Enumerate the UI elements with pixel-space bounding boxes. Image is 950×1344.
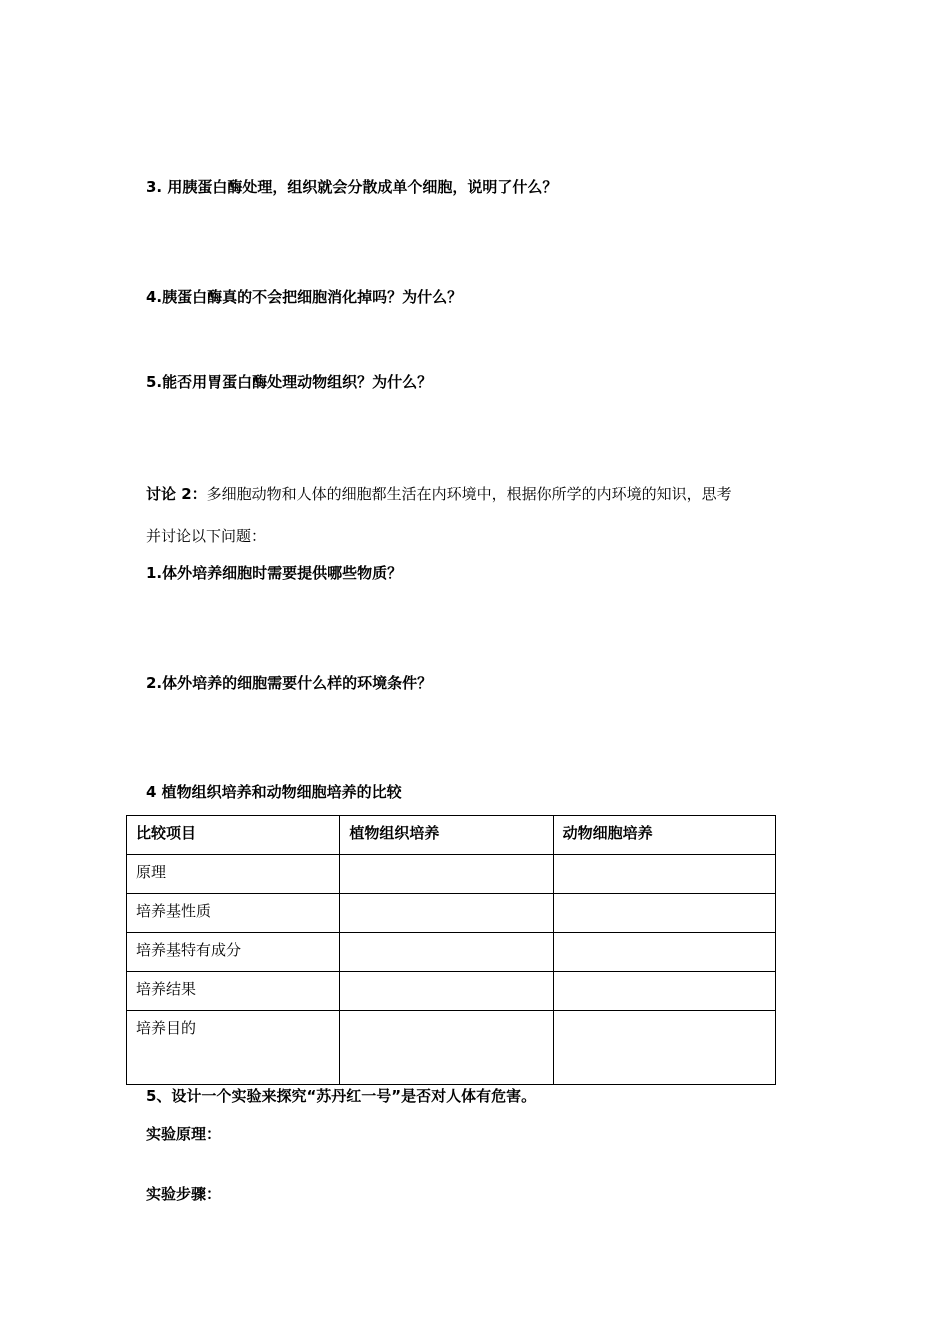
row-label: 培养基特有成分	[127, 933, 340, 972]
row-label: 培养目的	[127, 1011, 340, 1085]
question-5: 5.能否用胃蛋白酶处理动物组织？为什么？	[146, 373, 433, 391]
plant-cell[interactable]	[340, 972, 553, 1011]
animal-cell[interactable]	[553, 894, 775, 933]
question-4: 4.胰蛋白酶真的不会把细胞消化掉吗？为什么？	[146, 288, 463, 306]
question-3: 3. 用胰蛋白酶处理，组织就会分散成单个细胞，说明了什么？	[146, 178, 558, 196]
animal-cell[interactable]	[553, 855, 775, 894]
header-plant-culture: 植物组织培养	[340, 816, 553, 855]
plant-cell[interactable]	[340, 894, 553, 933]
table-row	[127, 972, 776, 1011]
experiment-principle-label: 实验原理：	[146, 1125, 222, 1143]
animal-cell[interactable]	[553, 933, 775, 972]
plant-cell[interactable]	[340, 855, 553, 894]
discussion-2-line-2: 并讨论以下问题：	[146, 527, 267, 545]
header-compare-item: 比较项目	[127, 816, 340, 855]
table-row	[127, 894, 776, 933]
row-label: 培养基性质	[127, 894, 340, 933]
discussion-2-label: 讨论 2：	[146, 485, 207, 503]
experiment-steps-label: 实验步骤：	[146, 1185, 222, 1203]
row-label: 原理	[127, 855, 340, 894]
plant-cell[interactable]	[340, 933, 553, 972]
table-row	[127, 855, 776, 894]
comparison-title: 4 植物组织培养和动物细胞培养的比较	[146, 783, 402, 801]
experiment-title: 5、设计一个实验来探究“苏丹红一号”是否对人体有危害。	[146, 1087, 537, 1105]
header-animal-culture: 动物细胞培养	[553, 816, 775, 855]
discussion-2-line-1	[146, 484, 732, 504]
discussion-question-1: 1.体外培养细胞时需要提供哪些物质？	[146, 564, 403, 582]
table-row	[127, 1011, 776, 1085]
plant-cell[interactable]	[340, 1011, 553, 1085]
comparison-table	[126, 815, 776, 1085]
animal-cell[interactable]	[553, 1011, 775, 1085]
row-label: 培养结果	[127, 972, 340, 1011]
table-header-row	[127, 816, 776, 855]
table-row	[127, 933, 776, 972]
discussion-question-2: 2.体外培养的细胞需要什么样的环境条件？	[146, 674, 433, 692]
discussion-2-text-1: 多细胞动物和人体的细胞都生活在内环境中，根据你所学的内环境的知识，思考	[206, 485, 732, 503]
animal-cell[interactable]	[553, 972, 775, 1011]
